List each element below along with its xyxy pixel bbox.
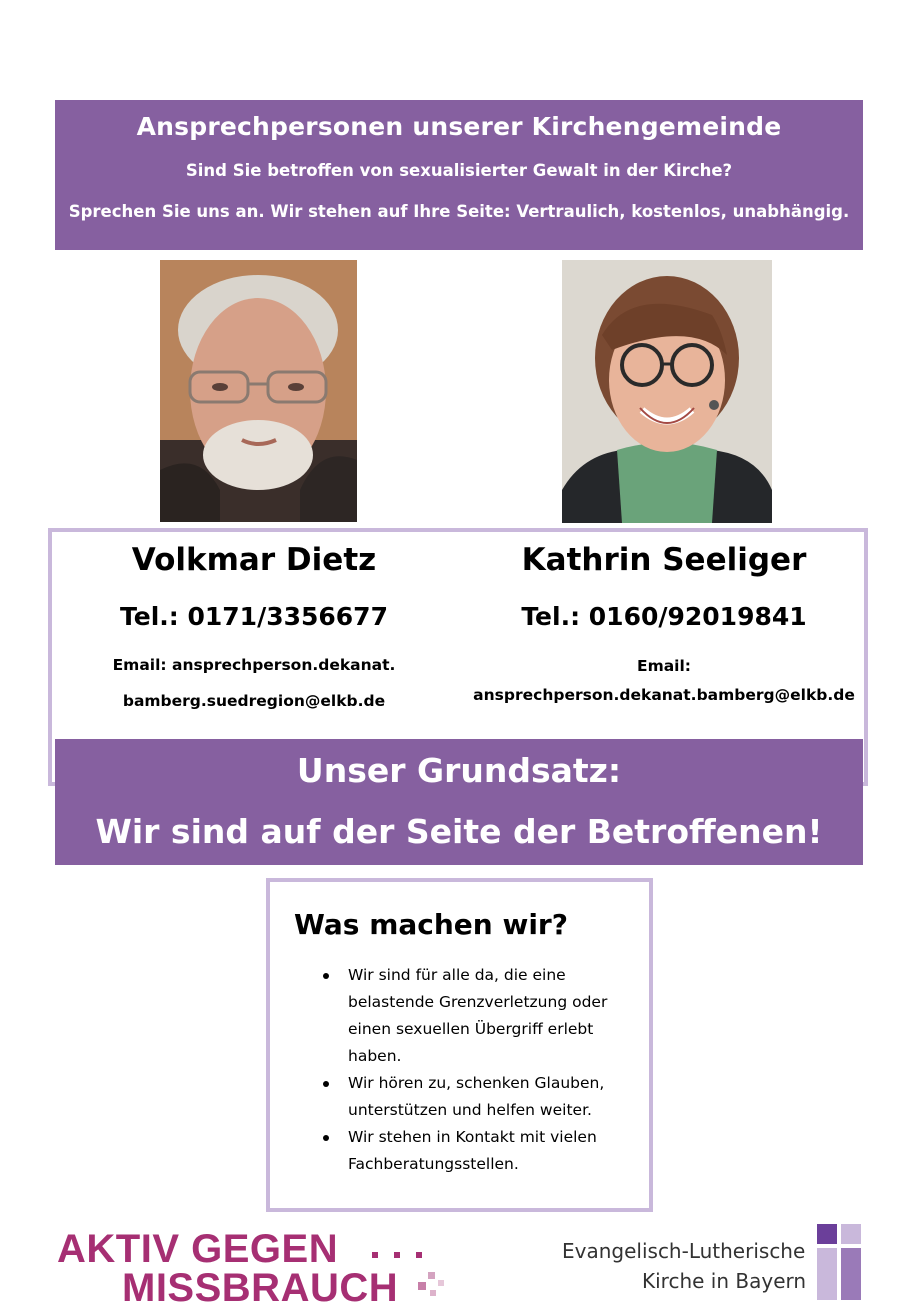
contact-email-1-line2[interactable]: bamberg.suedregion@elkb.de [122,692,386,710]
contact-email-1-line1[interactable]: Email: ansprechperson.dekanat. [112,656,396,674]
list-item: Wir hören zu, schenken Glauben, unterstützen und helfen weiter. [320,1070,620,1124]
church-name-line2: Kirche in Bayern [642,1269,807,1293]
header-question: Sind Sie betroffen von sexualisierter Gewalt in der Kirche? [185,161,733,180]
header-offer: Sprechen Sie uns an. Wir stehen auf Ihre Seite: Vertraulich, kostenlos, unabhängig. [68,202,850,221]
contact-name-2: Kathrin Seeliger [521,542,807,578]
header-banner [55,100,863,250]
list-item: Wir sind für alle da, die eine belastende Grenzverletzung oder einen sexuellen Übergriff erlebt haben. [320,962,620,1070]
campaign-logo-line1: AKTIV GEGEN [57,1227,339,1271]
what-we-do-box [266,878,653,1212]
principle-heading: Unser Grundsatz: [296,751,622,790]
contact-email-2-address[interactable]: ansprechperson.dekanat.bamberg@elkb.de [473,686,855,704]
contact-phone-2[interactable]: Tel.: 0160/92019841 [521,602,807,631]
contact-email-2-label: Email: [636,657,692,675]
contact-name-1: Volkmar Dietz [131,542,377,578]
principle-banner [55,739,863,865]
church-logo-icon [817,1224,863,1300]
photo-kathrin-seeliger [562,260,772,523]
what-we-do-list [320,962,620,1178]
photo-volkmar-dietz [160,260,357,522]
church-name-line1: Evangelisch-Lutherische [562,1239,806,1263]
principle-statement: Wir sind auf der Seite der Betroffenen! [95,812,823,851]
campaign-logo-line2: MISSBRAUCH [122,1266,399,1310]
what-we-do-title: Was machen wir? [294,908,568,941]
campaign-dots-decoration [368,1242,448,1300]
contact-phone-1[interactable]: Tel.: 0171/3356677 [120,602,388,631]
list-item: Wir stehen in Kontakt mit vielen Fachberatungsstellen. [320,1124,620,1178]
page-title: Ansprechpersonen unserer Kirchengemeinde [136,112,782,141]
